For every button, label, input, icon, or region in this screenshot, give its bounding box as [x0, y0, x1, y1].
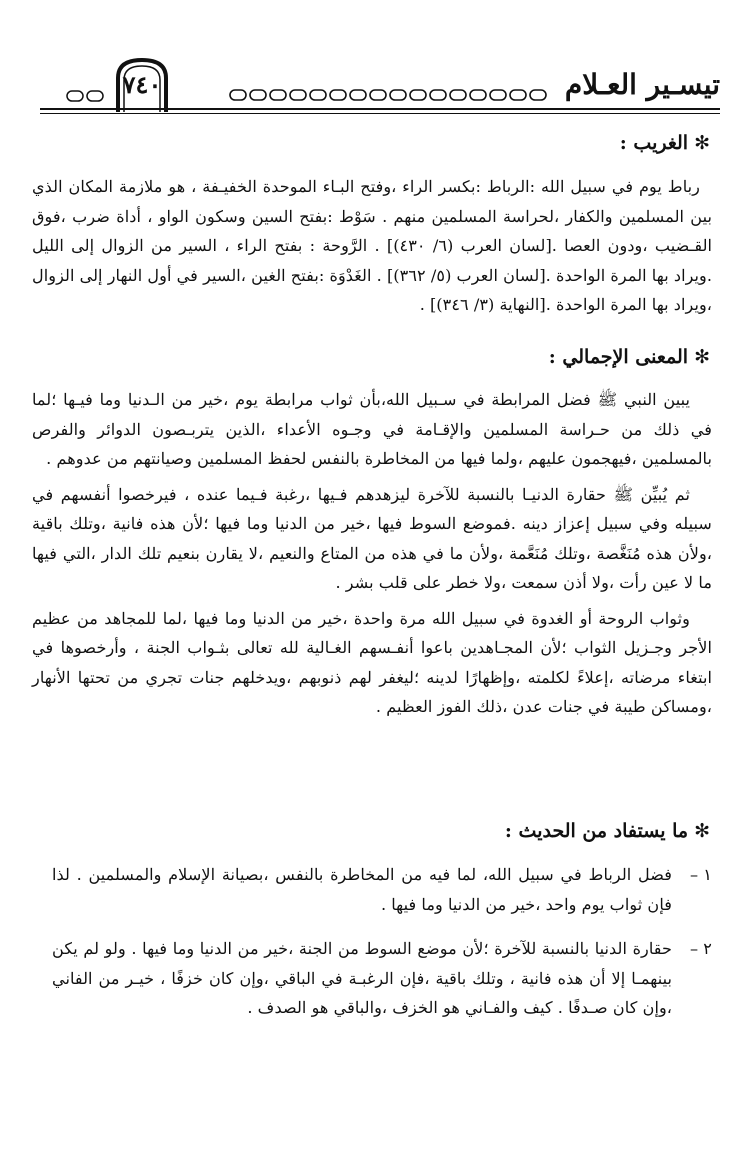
asterisk-icon: ✻	[694, 820, 710, 842]
section-heading-benefits: ✻ما يستفاد من الحديث :	[504, 820, 710, 842]
paragraph: رباط يوم في سبيل الله :الرباط :بكسر الراء ،وفتح البـاء الموحدة الخفيـفة ، هو ملازمة المكان الذي بين المسلمين والكفار ،لحراسة المسلمين منهم . سَوْط :بفتح السين وسكون الواو ، أداة ضرب ،فوق القـضيب ،ودون العصا .[لسان العرب (٦/ ٤٣٠)] . الرَّوحة : بفتح الراء ، السير من الزوال إلى الليل .ويراد بها المرة الواحدة .[لسان العرب (٥/ ٣٦٢)] . الغَدْوَة :بفتح الغين ،السير في أول النهار إلى الزوال ،ويراد بها المرة الواحدة .[النهاية (٣/ ٣٤٦)] .	[32, 177, 712, 314]
section-heading-gharib: ✻الغريب :	[619, 132, 710, 154]
list-text: فضل الرباط في سبيل الله، لما فيه من المخاطرة بالنفس ،بصيانة الإسلام والمسلمين . لذا فإن ثواب يوم واحد ،خير من الدنيا وما فيها .	[52, 865, 672, 914]
paragraph: ثم يُبيِّن ﷺ حقارة الدنيـا بالنسبة للآخرة ليزهدهم فـيها ،رغبة فـيما عنده ، فيرخصوا أنفسهم في سبيله وفي سبيل إعزاز دينه .فموضع السوط فيها ،خير من الدنيا وما فيها ؛لأن هذه فانية ،وتلك باقية ،ولأن هذه مُنَغَّصة ،وتلك مُنَعَّمة ،ولأن ما في هذه من المتاع والنعيم ،لا يقارن بنعيم تلك الدار ،التي فيها ما لا عين رأت ،ولا أذن سمعت ،ولا خطر على قلب بشر .	[32, 484, 712, 592]
header-rule-thin	[40, 113, 720, 114]
section-heading-ijmali: ✻المعنى الإجمالي :	[548, 346, 710, 368]
list-text: حقارة الدنيا بالنسبة للآخرة ؛لأن موضع السوط من الجنة ،خير من الدنيا وما فيها . ولو لم يكن بينهمـا إلا أن هذه فانية ، وتلك باقية ،فإن الرغبـة في الباقي ،وإن كان خزفًا ، خيـر من الفاني ،وإن كان صـدفًا . كيف والفـاني هو الخزف ،والباقي هو الصدف .	[52, 939, 672, 1017]
list-number: ٢ –	[690, 939, 712, 958]
list-number: ١ –	[690, 865, 712, 884]
paragraph: يبين النبي ﷺ فضل المرابطة في سـبيل الله،بأن ثواب مرابطة يوم ،خير من الـدنيا وما فيـها ؛لما في ذلك من حـراسة المسلمين والإقـامة في وجـوه الأعداء ،الذين يتربـصون الدوائر والفرص بالمسلمين ،فيهجمون عليهم ،ولما فيها من المخاطرة بالنفس لحفظ المسلمين وصيانتهم من عدوهم .	[32, 390, 712, 468]
chain-ornament	[228, 88, 548, 102]
asterisk-icon: ✻	[694, 132, 710, 154]
header-rule	[40, 108, 720, 110]
paragraph: وثواب الروحة أو الغدوة في سبيل الله مرة واحدة ،خير من الدنيا وما فيها ،لما للمجاهد من عظيم الأجر وجـزيل الثواب ؛لأن المجـاهدين باعوا أنفـسهم الغـالية لله تعالى بثـواب الجنة ، وأرخصوها في ابتغاء مرضاته ،إعلاءً لكلمته ،وإظهارًا لدينه ؛ليغفر لهم ذنوبهم ،ويدخلهم جنات تجري من تحتها الأنهار ،ومساكن طيبة في جنات عدن ،ذلك الفوز العظيم .	[32, 608, 712, 716]
list-item	[32, 860, 712, 919]
small-chain-ornament	[66, 90, 104, 102]
ijmali-text	[32, 385, 712, 722]
list-item	[32, 934, 712, 1023]
page-number: ٧٤٠	[122, 70, 162, 99]
book-title: تيسـير العـلام	[564, 68, 720, 101]
asterisk-icon: ✻	[694, 346, 710, 368]
gharib-text	[32, 172, 712, 320]
page-header	[40, 60, 720, 130]
